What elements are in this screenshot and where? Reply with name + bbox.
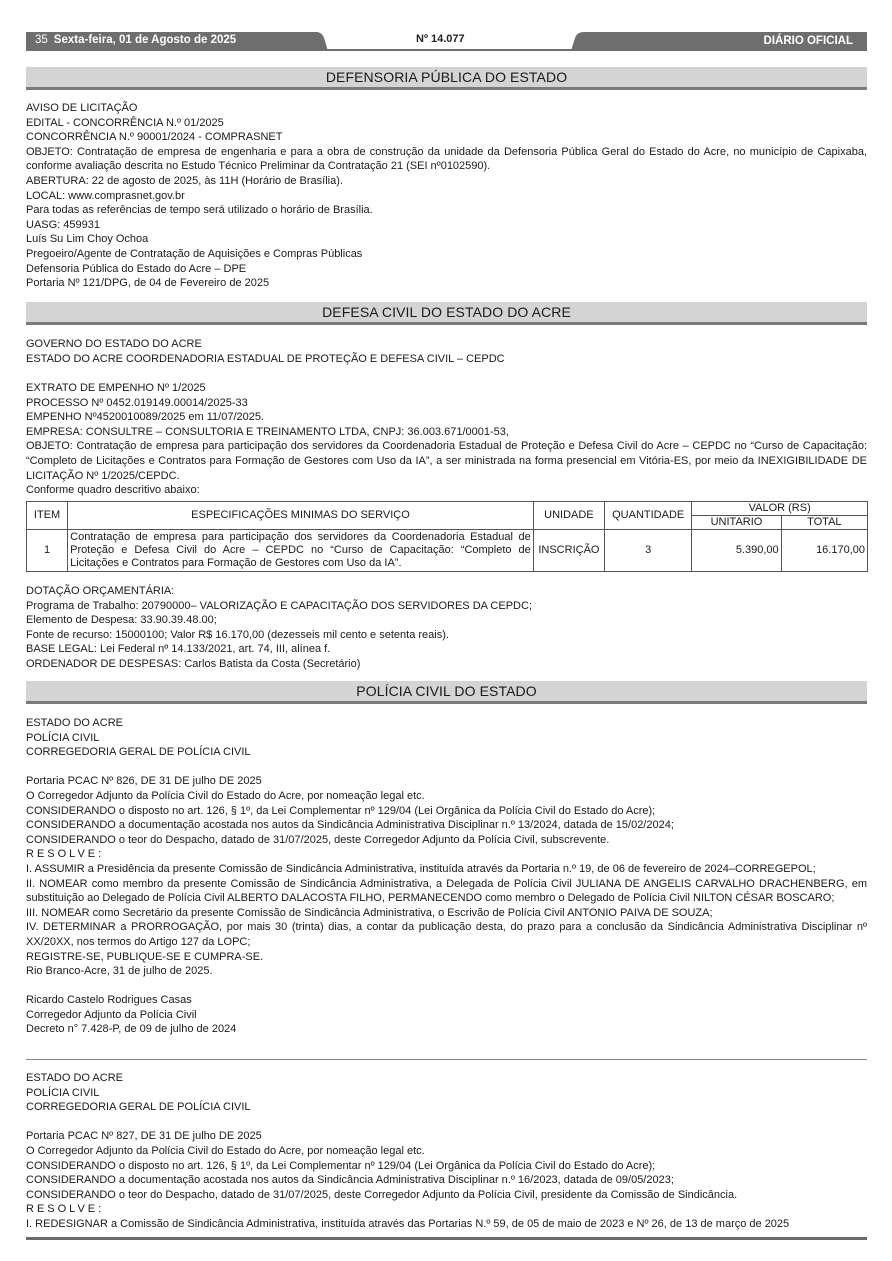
cell-unit: INSCRIÇÃO: [533, 530, 604, 572]
publication-name: DIÁRIO OFICIAL: [763, 35, 853, 47]
text-line: EXTRATO DE EMPENHO Nº 1/2025: [26, 382, 206, 394]
blank-line: [26, 979, 867, 994]
signature-decree: Decreto n° 7.428-P, de 09 de julho de 2024: [26, 1023, 237, 1036]
cell-item: 1: [27, 530, 68, 572]
portaria-826: [26, 716, 867, 1037]
table-row: [27, 530, 868, 572]
text-line: LOCAL: www.comprasnet.gov.br: [26, 189, 185, 202]
text-line: ESTADO DO ACRE COORDENADORIA ESTADUAL DE PROTEÇÃO E DEFESA CIVIL – CEPDC: [26, 352, 505, 365]
text-line: Defensoria Pública do Estado do Acre – DPE: [26, 262, 247, 275]
text-line: O Corregedor Adjunto da Polícia Civil do Estado do Acre, por nomeação legal etc.: [26, 1144, 425, 1157]
defesa-civil-intro: [26, 337, 867, 366]
text-line: ESTADO DO ACRE: [26, 717, 123, 729]
text-line: Para todas as referências de tempo será utilizado o horário de Brasília.: [26, 204, 373, 217]
text-paragraph: IV. DETERMINAR a PRORROGAÇÃO, por mais 30 (trinta) dias, a contar da publicação desta, do prazo para a conclusão da Sindicância Administrativa Disciplinar nº XX/20XX, nos termos do Artigo 127 da LOPC;: [26, 921, 867, 948]
issue-date: Sexta-feira, 01 de Agosto de 2025: [53, 34, 237, 46]
section-title: DEFENSORIA PÚBLICA DO ESTADO: [325, 69, 568, 85]
text-line: REGISTRE-SE, PUBLIQUE-SE E CUMPRA-SE.: [26, 950, 264, 963]
text-paragraph: OBJETO: Contratação de empresa de engenharia e para a obra de construção da unidade da Defensoria Pública Geral do Estado do Acre, no município de Capixaba, conforme avaliação descrita no Estudo Técnico Preliminar da Contratação 21 (SEI nº0102590).: [26, 145, 867, 173]
section-title-bar: [26, 67, 867, 91]
text-line: DOTAÇÃO ORÇAMENTÁRIA:: [26, 585, 175, 597]
text-line: POLÍCIA CIVIL: [26, 1086, 100, 1099]
page-header: [26, 32, 867, 51]
divider: [26, 1059, 867, 1060]
text-line: GOVERNO DO ESTADO DO ACRE: [26, 338, 202, 350]
text-line: CONSIDERANDO a documentação acostada nos autos da Sindicância Administrativa Disciplinar n.º 16/2023, datada de 09/05/2023;: [26, 1174, 674, 1187]
text-line: Fonte de recurso: 15000100; Valor R$ 16.170,00 (dezesseis mil cento e setenta reais).: [26, 628, 449, 641]
text-line: UASG: 459931: [26, 218, 100, 231]
portaria-title: Portaria PCAC Nº 827, DE 31 DE julho DE 2025: [26, 1130, 262, 1143]
text-line: CONCORRÊNCIA N.º 90001/2024 - COMPRASNET: [26, 131, 283, 144]
section-title: DEFESA CIVIL DO ESTADO DO ACRE: [322, 304, 571, 320]
signature-role: Corregedor Adjunto da Polícia Civil: [26, 1008, 197, 1021]
section-title-bar: [26, 302, 867, 326]
text-line: CONSIDERANDO o teor do Despacho, datado de 31/07/2025, deste Corregedor Adjunto da Polícia Civil, subscrevente.: [26, 833, 610, 846]
text-line: O Corregedor Adjunto da Polícia Civil do Estado do Acre, por nomeação legal etc.: [26, 789, 425, 802]
notice-defensoria: [26, 101, 867, 291]
text-line: I. ASSUMIR a Presidência da presente Comissão de Sindicância Administrativa, instituída através da Portaria n.º 19, de 06 de fevereiro de 2024–CORREGEPOL;: [26, 862, 816, 875]
issue-number: Nº 14.077: [416, 33, 465, 45]
table-header-unit: UNIDADE: [533, 502, 604, 530]
table-header-item: ITEM: [27, 502, 68, 530]
header-page-date: [35, 34, 236, 46]
cell-total: 16.170,00: [781, 530, 867, 572]
section-title-bar: [26, 681, 867, 705]
text-line: Pregoeiro/Agente de Contratação de Aquisições e Compras Públicas: [26, 247, 363, 260]
resolve-label: RESOLVE:: [26, 848, 105, 861]
text-line: Elemento de Despesa: 33.90.39.48.00;: [26, 614, 217, 627]
cell-unit-price: 5.390,00: [692, 530, 781, 572]
text-paragraph: OBJETO: Contratação de empresa para participação dos servidores da Coordenadoria Estadual de Proteção e Defesa Civil do Acre – CEPDC no “Curso de Capacitação: “Completo de Licitações e Contratos para Formação de Gestores com Uso da IA”, a ser ministrada na forma presencial em Vitória-ES, por meio da INEXIGIBILIDADE DE LICITAÇÃO Nº 1/2025/CEPDC.: [26, 440, 867, 482]
text-line: BASE LEGAL: Lei Federal nº 14.133/2021, art. 74, III, alínea f.: [26, 643, 331, 656]
text-line: AVISO DE LICITAÇÃO: [26, 102, 138, 114]
text-paragraph: II. NOMEAR como membro da presente Comissão de Sindicância Administrativa, a Delegada de Polícia Civil JULIANA DE ANGELIS CARVALHO DRACHENBERG, em substituição ao Delegado de Polícia Civil ALBERTO DALACOSTA FILHO, PERMANECENDO como membro o Delegado de Polícia Civil NILTON CÉSAR BOSCARO;: [26, 877, 867, 905]
resolve-label: RESOLVE:: [26, 1203, 105, 1216]
text-line: CONSIDERANDO a documentação acostada nos autos da Sindicância Administrativa Disciplinar n.º 13/2024, datada de 15/02/2024;: [26, 819, 674, 832]
budget-info: [26, 584, 867, 672]
text-line: ORDENADOR DE DESPESAS: Carlos Batista da Costa (Secretário): [26, 657, 361, 670]
blank-line: [26, 1115, 867, 1130]
text-line: Luís Su Lim Choy Ochoa: [26, 233, 149, 246]
cell-spec: Contratação de empresa para participação dos servidores da Coordenadoria Estadual de Proteção e Defesa Civil do Acre – CEPDC no “Curso de Capacitação: “Completo de Licitações e Contratos para Formação de Gestores com Uso da IA”.: [68, 530, 534, 572]
text-line: PROCESSO Nº 0452.019149.00014/2025-33: [26, 396, 248, 409]
table-header-total: TOTAL: [781, 516, 867, 530]
text-line: EDITAL - CONCORRÊNCIA N.º 01/2025: [26, 116, 224, 129]
table-header-unit-price: UNITARIO: [692, 516, 781, 530]
text-line: Programa de Trabalho: 20790000– VALORIZAÇÃO E CAPACITAÇÃO DOS SERVIDORES DA CEPDC;: [26, 599, 532, 612]
bottom-rule: [26, 1237, 867, 1240]
section-title: POLÍCIA CIVIL DO ESTADO: [356, 683, 537, 699]
table-header-qty: QUANTIDADE: [605, 502, 692, 530]
signature-name: Ricardo Castelo Rodrigues Casas: [26, 994, 192, 1007]
text-line: EMPRESA: CONSULTRE – CONSULTORIA E TREINAMENTO LTDA, CNPJ: 36.003.671/0001-53,: [26, 425, 509, 438]
text-line: ESTADO DO ACRE: [26, 1072, 123, 1084]
portaria-827: [26, 1071, 867, 1232]
portaria-title: Portaria PCAC Nº 826, DE 31 DE julho DE 2025: [26, 775, 262, 788]
text-line: CONSIDERANDO o disposto no art. 126, § 1º, da Lei Complementar nº 129/04 (Lei Orgânica da Polícia Civil do Estado do Acre);: [26, 804, 656, 817]
text-line: Rio Branco-Acre, 31 de julho de 2025.: [26, 965, 213, 978]
text-line: III. NOMEAR como Secretário da presente Comissão de Sindicância Administrativa, o Escrivão de Polícia Civil ANTONIO PAIVA DE SOUZA;: [26, 906, 713, 919]
text-line: CONSIDERANDO o teor do Despacho, datado de 31/07/2025, deste Corregedor Adjunto da Polícia Civil, presidente da Comissão de Sindicância.: [26, 1188, 738, 1201]
text-line: I. REDESIGNAR a Comissão de Sindicância Administrativa, instituída através das Portarias N.º 59, de 05 de maio de 2023 e Nº 26, de 13 de março de 2025: [26, 1217, 790, 1230]
text-line: ABERTURA: 22 de agosto de 2025, às 11H (Horário de Brasília).: [26, 174, 343, 187]
text-line: CORREGEDORIA GERAL DE POLÍCIA CIVIL: [26, 1101, 251, 1114]
extrato-empenho: [26, 381, 867, 498]
text-line: EMPENHO Nº4520010089/2025 em 11/07/2025.: [26, 411, 265, 424]
text-line: Conforme quadro descritivo abaixo:: [26, 484, 200, 497]
cell-qty: 3: [605, 530, 692, 572]
service-table: [26, 501, 868, 572]
text-line: CONSIDERANDO o disposto no art. 126, § 1º, da Lei Complementar nº 129/04 (Lei Orgânica da Polícia Civil do Estado do Acre);: [26, 1159, 656, 1172]
text-line: Portaria Nº 121/DPG, de 04 de Fevereiro de 2025: [26, 277, 270, 290]
table-header-spec: ESPECIFICAÇÕES MINIMAS DO SERVIÇO: [68, 502, 534, 530]
table-header-value: VALOR (RS): [692, 502, 868, 516]
text-line: CORREGEDORIA GERAL DE POLÍCIA CIVIL: [26, 746, 251, 759]
blank-line: [26, 760, 867, 775]
text-line: POLÍCIA CIVIL: [26, 731, 100, 744]
page-number: 35: [35, 34, 48, 46]
